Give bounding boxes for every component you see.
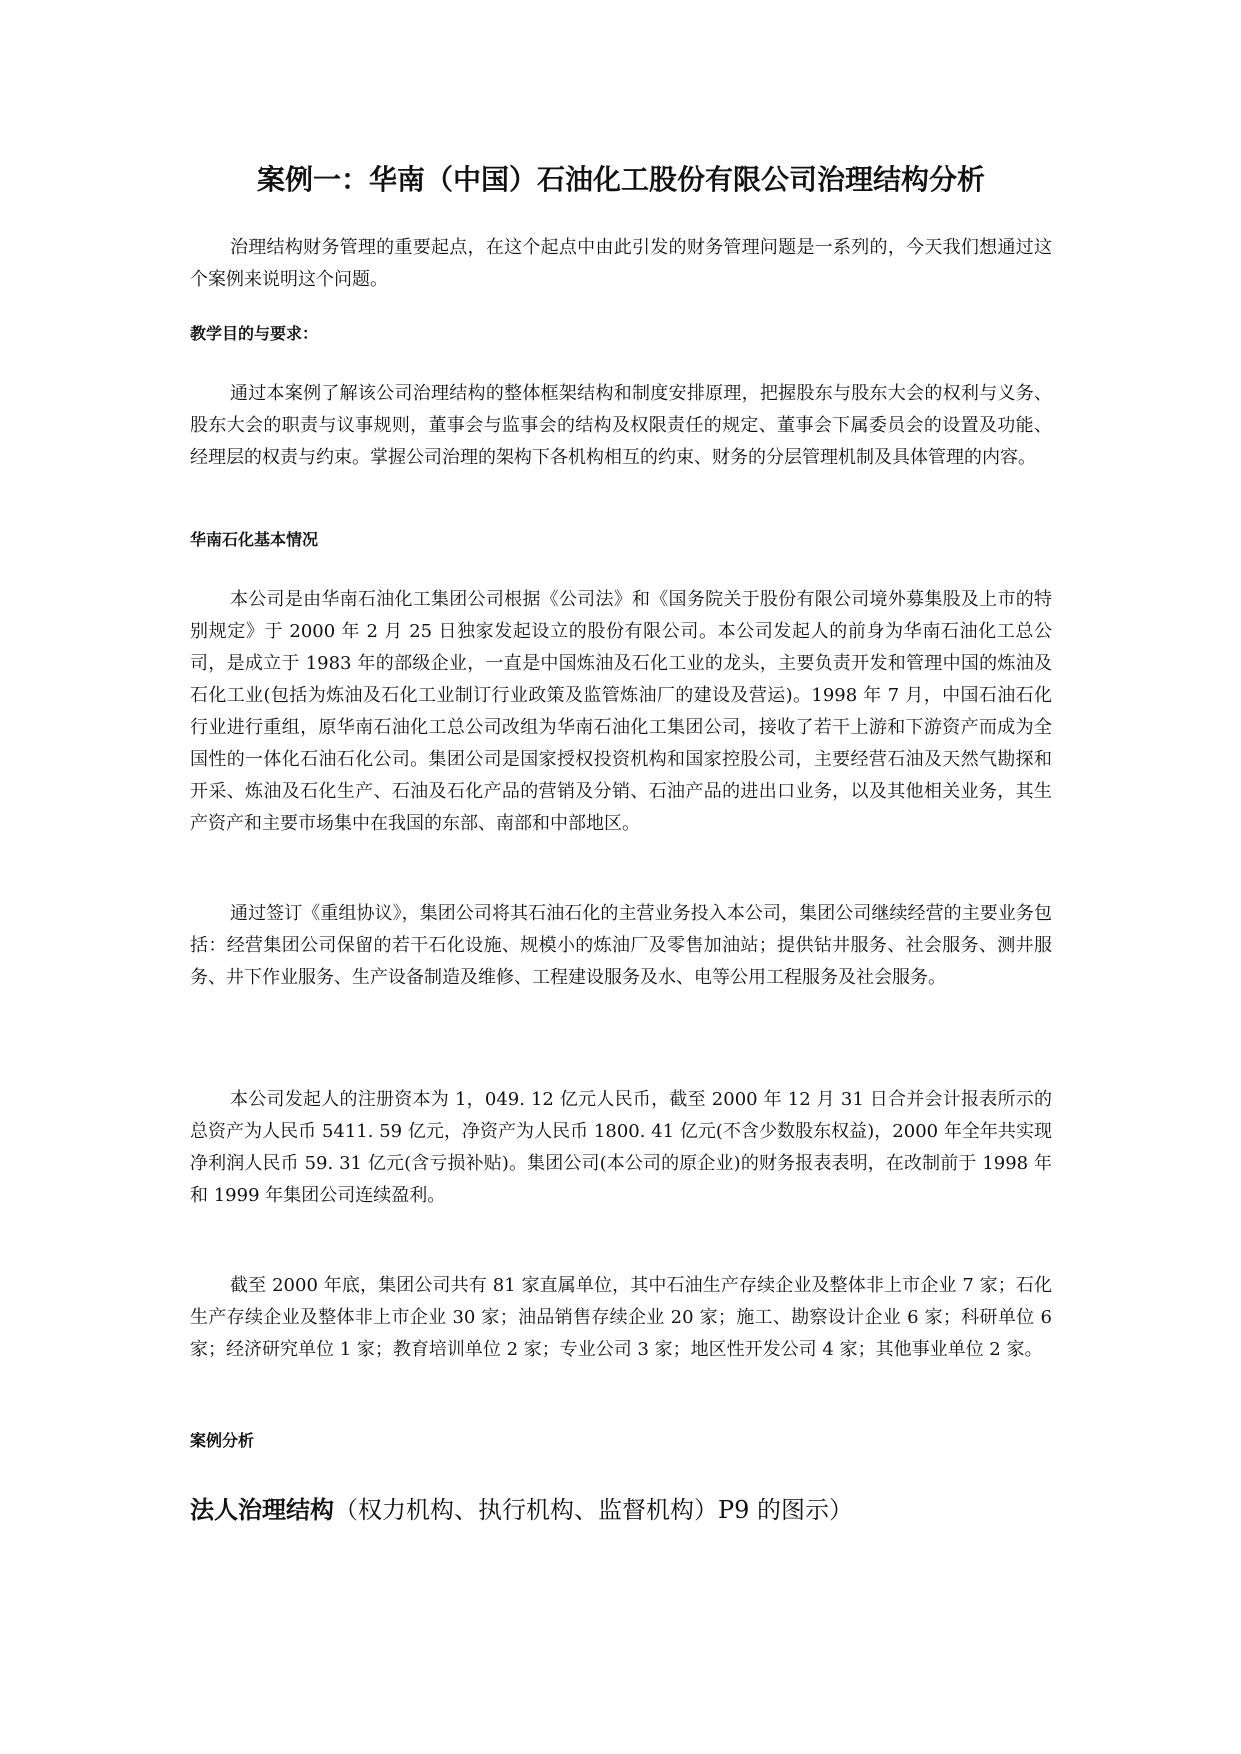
teaching-goals-paragraph: 通过本案例了解该公司治理结构的整体框架结构和制度安排原理，把握股东与股东大会的权利与义务、股东大会的职责与议事规则，董事会与监事会的结构及权限责任的规定、董事会下属委员会的设置及功能、经理层的权责与约束。掌握公司治理的架构下各机构相互的约束、财务的分层管理机制及具体管理的内容。: [190, 383, 1052, 468]
company-overview-paragraph: 本公司是由华南石油化工集团公司根据《公司法》和《国务院关于股份有限公司境外募集股及上市的特别规定》于 2000 年 2 月 25 日独家发起设立的股份有限公司。本公司发起人的前身为华南石油化工总公司，是成立于 1983 年的部级企业，一直是中国炼油及石化工业的龙头，主要负责开发和管理中国的炼油及石化工业(包括为炼油及石化工业制订行业政策及监管炼油厂的建设及营运)。1998 年 7 月，中国石油石化行业进行重组，原华南石油化工总公司改组为华南石油化工集团公司，接收了若干上游和下游资产而成为全国性的一体化石油石化公司。集团公司是国家授权投资机构和国家控股公司，主要经营石油及天然气勘探和开采、炼油及石化生产、石油及石化产品的营销及分销、石油产品的进出口业务，以及其他相关业务，其生产资产和主要市场集中在我国的东部、南部和中部地区。: [190, 589, 1052, 834]
subtitle-rest-part: （权力机构、执行机构、监督机构）P9 的图示）: [334, 1496, 854, 1524]
intro-paragraph: 治理结构财务管理的重要起点，在这个起点中由此引发的财务管理问题是一系列的，今天我们想通过这个案例来说明这个问题。: [190, 237, 1052, 290]
restructuring-paragraph: 通过签订《重组协议》，集团公司将其石油石化的主营业务投入本公司，集团公司继续经营的主要业务包括：经营集团公司保留的若干石化设施、规模小的炼油厂及零售加油站；提供钻井服务、社会服务、测井服务、井下作业服务、生产设备制造及维修、工程建设服务及水、电等公用工程服务及社会服务。: [190, 903, 1052, 988]
page-title: 案例一：华南（中国）石油化工股份有限公司治理结构分析: [256, 163, 985, 196]
section-heading-case-analysis: 案例分析: [190, 1431, 255, 1450]
section-heading-company-overview: 华南石化基本情况: [190, 530, 319, 549]
governance-structure-subtitle: [190, 1493, 853, 1527]
subsidiaries-paragraph: 截至 2000 年底，集团公司共有 81 家直属单位，其中石油生产存续企业及整体非上市企业 7 家；石化生产存续企业及整体非上市企业 30 家；油品销售存续企业 20 家；施工、勘察设计企业 6 家；科研单位 6 家；经济研究单位 1 家；教育培训单位 2 家；专业公司 3 家；地区性开发公司 4 家；其他事业单位 2 家。: [190, 1275, 1052, 1360]
financials-paragraph: 本公司发起人的注册资本为 1，049. 12 亿元人民币，截至 2000 年 12 月 31 日合并会计报表所示的总资产为人民币 5411. 59 亿元，净资产为人民币 1800. 41 亿元(不含少数股东权益)，2000 年全年共实现净利润人民币 59. 31 亿元(含亏损补贴)。集团公司(本公司的原企业)的财务报表表明，在改制前于 1998 年和 1999 年集团公司连续盈利。: [190, 1089, 1052, 1206]
document-page: [190, 0, 1052, 1754]
subtitle-bold-part: 法人治理结构: [190, 1496, 334, 1524]
section-heading-teaching-goals: 教学目的与要求：: [190, 324, 319, 343]
